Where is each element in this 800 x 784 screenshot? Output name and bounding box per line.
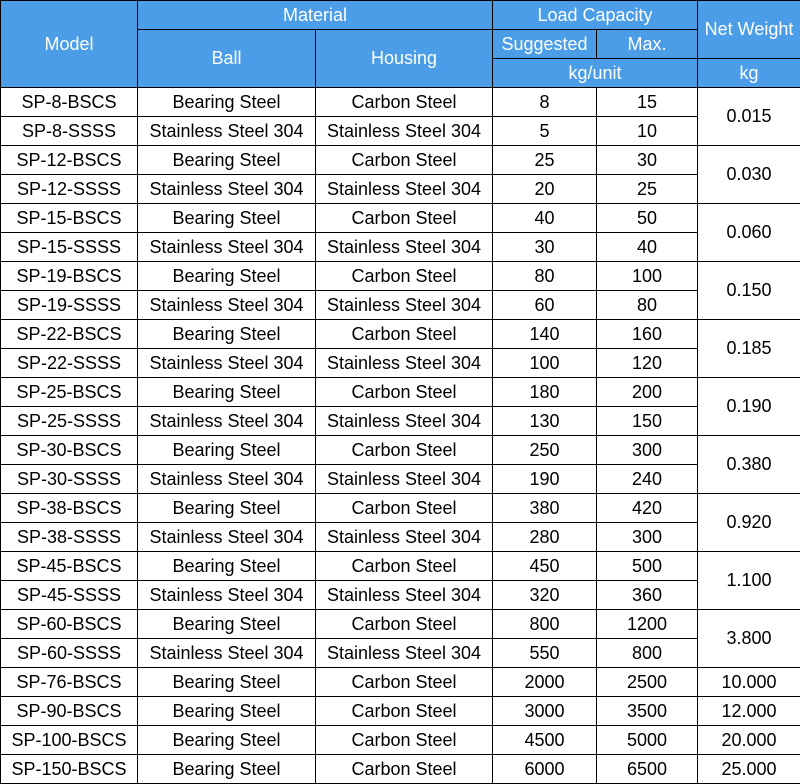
- net-weight-cell: 0.185: [698, 320, 800, 378]
- table-header: [1, 1, 800, 88]
- suggested-load-cell: 40: [493, 204, 597, 233]
- max-load-cell: 2500: [597, 668, 698, 697]
- model-cell: SP-8-BSCS: [1, 88, 138, 117]
- max-load-cell: 40: [597, 233, 698, 262]
- suggested-load-cell: 25: [493, 146, 597, 175]
- table-row: [1, 117, 800, 146]
- model-cell: SP-30-BSCS: [1, 436, 138, 465]
- max-load-cell: 10: [597, 117, 698, 146]
- housing-material-cell: Stainless Steel 304: [316, 233, 493, 262]
- housing-material-cell: Stainless Steel 304: [316, 523, 493, 552]
- table-row: [1, 349, 800, 378]
- table-row: [1, 175, 800, 204]
- header-ball: Ball: [138, 30, 316, 88]
- header-suggested: Suggested: [493, 30, 597, 59]
- table-row: [1, 320, 800, 349]
- model-cell: SP-30-SSSS: [1, 465, 138, 494]
- housing-material-cell: Carbon Steel: [316, 610, 493, 639]
- ball-material-cell: Stainless Steel 304: [138, 523, 316, 552]
- ball-material-cell: Stainless Steel 304: [138, 581, 316, 610]
- ball-material-cell: Bearing Steel: [138, 320, 316, 349]
- header-load-unit: kg/unit: [493, 59, 698, 88]
- table-row: [1, 639, 800, 668]
- net-weight-cell: 0.150: [698, 262, 800, 320]
- housing-material-cell: Carbon Steel: [316, 726, 493, 755]
- ball-material-cell: Bearing Steel: [138, 378, 316, 407]
- table-row: [1, 581, 800, 610]
- housing-material-cell: Carbon Steel: [316, 88, 493, 117]
- header-load-capacity: Load Capacity: [493, 1, 698, 30]
- table-row: [1, 755, 800, 784]
- max-load-cell: 200: [597, 378, 698, 407]
- table-row: [1, 523, 800, 552]
- model-cell: SP-45-SSSS: [1, 581, 138, 610]
- net-weight-cell: 20.000: [698, 726, 800, 755]
- max-load-cell: 30: [597, 146, 698, 175]
- suggested-load-cell: 5: [493, 117, 597, 146]
- housing-material-cell: Carbon Steel: [316, 262, 493, 291]
- net-weight-cell: 0.920: [698, 494, 800, 552]
- table-row: [1, 378, 800, 407]
- suggested-load-cell: 450: [493, 552, 597, 581]
- max-load-cell: 3500: [597, 697, 698, 726]
- table-row: [1, 291, 800, 320]
- housing-material-cell: Carbon Steel: [316, 552, 493, 581]
- net-weight-cell: 0.380: [698, 436, 800, 494]
- net-weight-cell: 0.030: [698, 146, 800, 204]
- ball-material-cell: Bearing Steel: [138, 494, 316, 523]
- ball-material-cell: Stainless Steel 304: [138, 175, 316, 204]
- ball-material-cell: Bearing Steel: [138, 755, 316, 784]
- net-weight-cell: 25.000: [698, 755, 800, 784]
- table-row: [1, 726, 800, 755]
- housing-material-cell: Carbon Steel: [316, 755, 493, 784]
- header-max: Max.: [597, 30, 698, 59]
- housing-material-cell: Carbon Steel: [316, 378, 493, 407]
- max-load-cell: 80: [597, 291, 698, 320]
- model-cell: SP-15-BSCS: [1, 204, 138, 233]
- header-housing: Housing: [316, 30, 493, 88]
- table-row: [1, 407, 800, 436]
- ball-material-cell: Stainless Steel 304: [138, 117, 316, 146]
- suggested-load-cell: 130: [493, 407, 597, 436]
- ball-material-cell: Stainless Steel 304: [138, 465, 316, 494]
- net-weight-cell: 10.000: [698, 668, 800, 697]
- max-load-cell: 15: [597, 88, 698, 117]
- suggested-load-cell: 280: [493, 523, 597, 552]
- max-load-cell: 100: [597, 262, 698, 291]
- header-material: Material: [138, 1, 493, 30]
- model-cell: SP-100-BSCS: [1, 726, 138, 755]
- max-load-cell: 500: [597, 552, 698, 581]
- ball-material-cell: Bearing Steel: [138, 204, 316, 233]
- housing-material-cell: Stainless Steel 304: [316, 581, 493, 610]
- max-load-cell: 5000: [597, 726, 698, 755]
- max-load-cell: 160: [597, 320, 698, 349]
- max-load-cell: 300: [597, 436, 698, 465]
- model-cell: SP-25-BSCS: [1, 378, 138, 407]
- model-cell: SP-19-BSCS: [1, 262, 138, 291]
- table-row: [1, 494, 800, 523]
- ball-material-cell: Bearing Steel: [138, 552, 316, 581]
- ball-material-cell: Bearing Steel: [138, 436, 316, 465]
- max-load-cell: 6500: [597, 755, 698, 784]
- model-cell: SP-45-BSCS: [1, 552, 138, 581]
- suggested-load-cell: 30: [493, 233, 597, 262]
- suggested-load-cell: 380: [493, 494, 597, 523]
- ball-material-cell: Bearing Steel: [138, 610, 316, 639]
- ball-material-cell: Bearing Steel: [138, 668, 316, 697]
- table-row: [1, 436, 800, 465]
- ball-material-cell: Stainless Steel 304: [138, 291, 316, 320]
- model-cell: SP-90-BSCS: [1, 697, 138, 726]
- housing-material-cell: Carbon Steel: [316, 436, 493, 465]
- ball-material-cell: Stainless Steel 304: [138, 407, 316, 436]
- max-load-cell: 360: [597, 581, 698, 610]
- suggested-load-cell: 60: [493, 291, 597, 320]
- max-load-cell: 1200: [597, 610, 698, 639]
- suggested-load-cell: 800: [493, 610, 597, 639]
- suggested-load-cell: 250: [493, 436, 597, 465]
- model-cell: SP-15-SSSS: [1, 233, 138, 262]
- header-model: Model: [1, 1, 138, 88]
- max-load-cell: 150: [597, 407, 698, 436]
- suggested-load-cell: 20: [493, 175, 597, 204]
- header-weight-unit: kg: [698, 59, 800, 88]
- model-cell: SP-60-BSCS: [1, 610, 138, 639]
- model-cell: SP-12-SSSS: [1, 175, 138, 204]
- housing-material-cell: Carbon Steel: [316, 494, 493, 523]
- table-row: [1, 610, 800, 639]
- suggested-load-cell: 180: [493, 378, 597, 407]
- housing-material-cell: Stainless Steel 304: [316, 639, 493, 668]
- suggested-load-cell: 80: [493, 262, 597, 291]
- housing-material-cell: Stainless Steel 304: [316, 407, 493, 436]
- housing-material-cell: Carbon Steel: [316, 320, 493, 349]
- table-row: [1, 204, 800, 233]
- net-weight-cell: 12.000: [698, 697, 800, 726]
- housing-material-cell: Stainless Steel 304: [316, 291, 493, 320]
- housing-material-cell: Stainless Steel 304: [316, 349, 493, 378]
- model-cell: SP-150-BSCS: [1, 755, 138, 784]
- suggested-load-cell: 4500: [493, 726, 597, 755]
- ball-material-cell: Bearing Steel: [138, 262, 316, 291]
- ball-material-cell: Stainless Steel 304: [138, 349, 316, 378]
- net-weight-cell: 0.060: [698, 204, 800, 262]
- suggested-load-cell: 6000: [493, 755, 597, 784]
- suggested-load-cell: 550: [493, 639, 597, 668]
- net-weight-cell: 1.100: [698, 552, 800, 610]
- model-cell: SP-22-SSSS: [1, 349, 138, 378]
- max-load-cell: 25: [597, 175, 698, 204]
- suggested-load-cell: 2000: [493, 668, 597, 697]
- table-row: [1, 697, 800, 726]
- ball-material-cell: Bearing Steel: [138, 726, 316, 755]
- table-row: [1, 146, 800, 175]
- housing-material-cell: Carbon Steel: [316, 146, 493, 175]
- housing-material-cell: Stainless Steel 304: [316, 465, 493, 494]
- table-row: [1, 552, 800, 581]
- suggested-load-cell: 3000: [493, 697, 597, 726]
- model-cell: SP-25-SSSS: [1, 407, 138, 436]
- model-cell: SP-22-BSCS: [1, 320, 138, 349]
- model-cell: SP-60-SSSS: [1, 639, 138, 668]
- net-weight-cell: 3.800: [698, 610, 800, 668]
- model-cell: SP-38-SSSS: [1, 523, 138, 552]
- suggested-load-cell: 100: [493, 349, 597, 378]
- max-load-cell: 800: [597, 639, 698, 668]
- max-load-cell: 420: [597, 494, 698, 523]
- housing-material-cell: Carbon Steel: [316, 204, 493, 233]
- ball-material-cell: Bearing Steel: [138, 88, 316, 117]
- ball-material-cell: Stainless Steel 304: [138, 639, 316, 668]
- table-row: [1, 262, 800, 291]
- max-load-cell: 300: [597, 523, 698, 552]
- table-row: [1, 668, 800, 697]
- model-cell: SP-38-BSCS: [1, 494, 138, 523]
- model-cell: SP-19-SSSS: [1, 291, 138, 320]
- ball-material-cell: Bearing Steel: [138, 146, 316, 175]
- header-net-weight: Net Weight: [698, 1, 800, 59]
- model-cell: SP-8-SSSS: [1, 117, 138, 146]
- suggested-load-cell: 8: [493, 88, 597, 117]
- ball-material-cell: Stainless Steel 304: [138, 233, 316, 262]
- max-load-cell: 240: [597, 465, 698, 494]
- table-row: [1, 88, 800, 117]
- suggested-load-cell: 140: [493, 320, 597, 349]
- suggested-load-cell: 190: [493, 465, 597, 494]
- suggested-load-cell: 320: [493, 581, 597, 610]
- model-cell: SP-76-BSCS: [1, 668, 138, 697]
- ball-material-cell: Bearing Steel: [138, 697, 316, 726]
- model-cell: SP-12-BSCS: [1, 146, 138, 175]
- housing-material-cell: Stainless Steel 304: [316, 117, 493, 146]
- max-load-cell: 50: [597, 204, 698, 233]
- table-body: [1, 88, 800, 784]
- net-weight-cell: 0.015: [698, 88, 800, 146]
- max-load-cell: 120: [597, 349, 698, 378]
- net-weight-cell: 0.190: [698, 378, 800, 436]
- housing-material-cell: Carbon Steel: [316, 697, 493, 726]
- table-row: [1, 233, 800, 262]
- housing-material-cell: Stainless Steel 304: [316, 175, 493, 204]
- table-row: [1, 465, 800, 494]
- housing-material-cell: Carbon Steel: [316, 668, 493, 697]
